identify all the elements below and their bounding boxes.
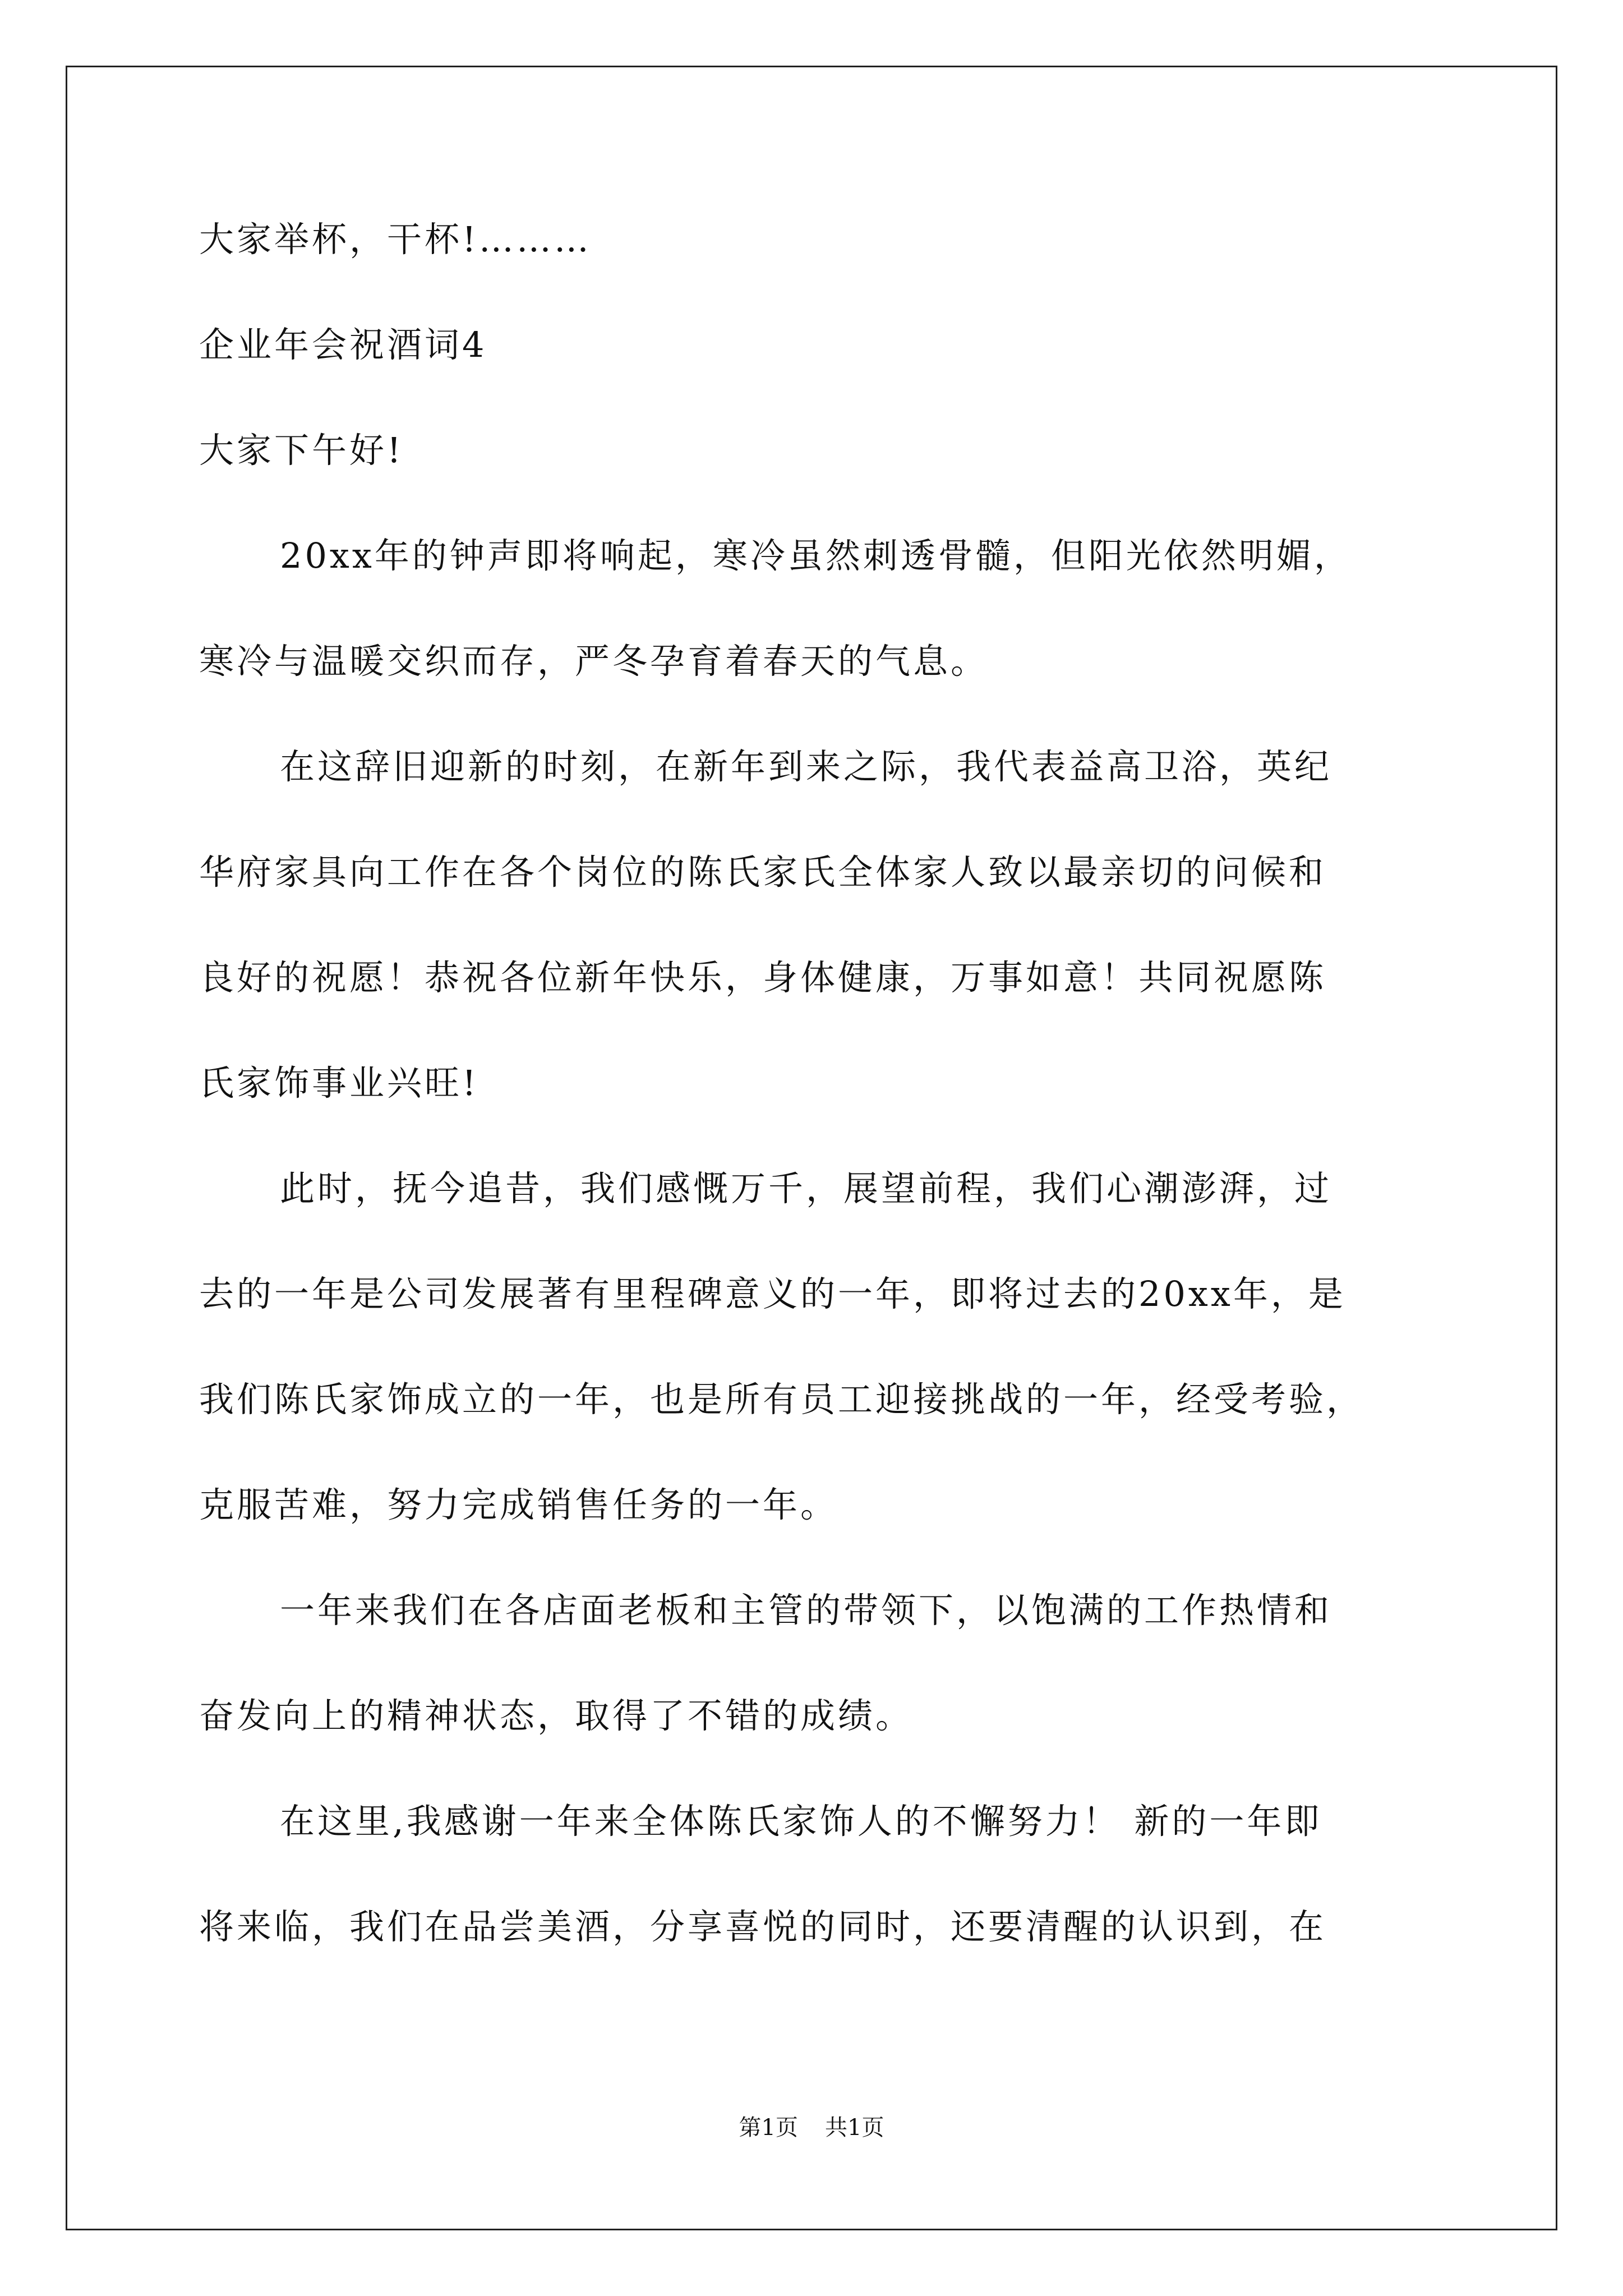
paragraph-line: 将来临，我们在品尝美酒，分享喜悦的同时，还要清醒的认识到，在 xyxy=(199,1906,1327,1947)
paragraph-2 xyxy=(199,740,1427,1110)
paragraph-line: 此时，抚今追昔，我们感慨万千，展望前程，我们心潮澎湃，过 xyxy=(280,1168,1332,1209)
paragraph-5 xyxy=(199,1795,1427,1953)
document-title: 企业年会祝酒词4 xyxy=(199,324,487,365)
paragraph-line: 氏家饰事业兴旺! xyxy=(199,1062,479,1103)
paragraph-line: 克服苦难，努力完成销售任务的一年。 xyxy=(199,1484,838,1525)
document-body xyxy=(199,213,1427,2006)
paragraph-line: 在这辞旧迎新的时刻，在新年到来之际，我代表益高卫浴，英纪 xyxy=(280,746,1332,787)
paragraph-line: 20xx年的钟声即将响起，寒冷虽然刺透骨髓，但阳光依然明媚， xyxy=(280,535,1352,576)
page-number: 第1页 xyxy=(739,2115,798,2141)
paragraph-line: 去的一年是公司发展著有里程碑意义的一年，即将过去的20xx年，是 xyxy=(199,1273,1346,1314)
paragraph-line: 奋发向上的精神状态，取得了不错的成绩。 xyxy=(199,1695,914,1736)
paragraph-4 xyxy=(199,1584,1427,1742)
paragraph-1 xyxy=(199,530,1427,688)
greeting-line: 大家下午好! xyxy=(199,430,404,471)
page-footer xyxy=(0,2114,1623,2142)
paragraph-line: 寒冷与温暖交织而存，严冬孕育着春天的气息。 xyxy=(199,641,989,682)
paragraph-line: 良好的祝愿！恭祝各位新年快乐，身体健康，万事如意！共同祝愿陈 xyxy=(199,957,1327,998)
paragraph-line: 一年来我们在各店面老板和主管的带领下，以饱满的工作热情和 xyxy=(280,1590,1332,1631)
toast-line: 大家举杯，干杯!……… xyxy=(199,219,592,260)
paragraph-line: 我们陈氏家饰成立的一年，也是所有员工迎接挑战的一年，经受考验， xyxy=(199,1379,1364,1420)
page-total: 共1页 xyxy=(825,2115,884,2141)
paragraph-line: 华府家具向工作在各个岗位的陈氏家氏全体家人致以最亲切的问候和 xyxy=(199,852,1327,892)
paragraph-line: 在这里,我感谢一年来全体陈氏家饰人的不懈努力！ 新的一年即 xyxy=(280,1801,1322,1842)
paragraph-3 xyxy=(199,1162,1427,1531)
